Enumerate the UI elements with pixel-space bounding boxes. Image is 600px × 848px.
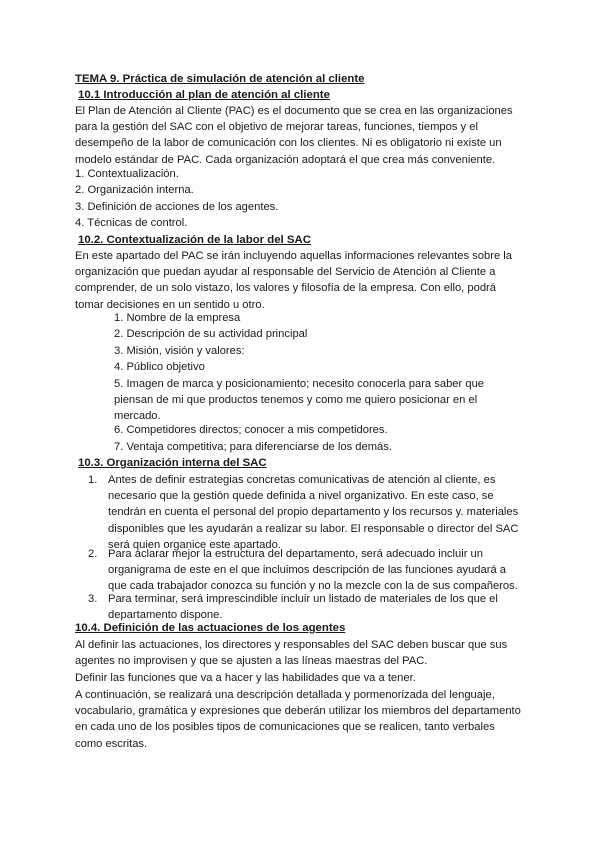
list-number: 2. — [88, 548, 98, 560]
section-10-1-paragraph: El Plan de Atención al Cliente (PAC) es el documento que se crea en las organizaciones para la gestión del SAC con el objetivo de mejorar tareas, funciones, tiempos y el desempeño de la labor de comunicación con los clientes. Ni es obligatorio ni existe un modelo estándar de PAC. Cada organización adoptará el que crea más conveniente. — [75, 105, 513, 166]
section-10-2-item: 7. Ventaja competitiva; para diferenciarse de los demás. — [114, 441, 392, 453]
section-10-1-item: 4. Técnicas de control. — [75, 217, 188, 229]
list-text: Para terminar, será imprescindible incluir un listado de materiales de los que el departamento dispone. — [108, 593, 498, 622]
document-title: TEMA 9. Práctica de simulación de atención al cliente — [75, 73, 365, 85]
section-10-1-item: 2. Organización interna. — [75, 184, 194, 196]
section-10-4-paragraph: Definir las funciones que va a hacer y las habilidades que va a tener. — [75, 672, 416, 684]
section-10-2-item: 2. Descripción de su actividad principal — [114, 328, 308, 340]
section-10-1-item: 3. Definición de acciones de los agentes. — [75, 201, 279, 213]
section-10-2-item: 3. Misión, visión y valores: — [114, 345, 245, 357]
section-heading-10-4: 10.4. Definición de las actuaciones de los agentes — [75, 622, 346, 634]
section-10-2-item: 4. Público objetivo — [114, 361, 205, 373]
section-heading-10-1: 10.1 Introducción al plan de atención al cliente — [78, 89, 330, 101]
section-10-4-paragraph: Al definir las actuaciones, los directores y responsables del SAC deben buscar que sus agentes no improvisen y que se ajusten a las líneas maestras del PAC. — [75, 639, 508, 668]
section-10-1-item: 1. Contextualización. — [75, 168, 179, 180]
section-10-2-item: 6. Competidores directos; conocer a mis competidores. — [114, 424, 388, 436]
section-10-2-item: 5. Imagen de marca y posicionamiento; necesito conocerla para saber que piensan de mi que productos tenemos y como me quiero posicionar en el mercado. — [114, 378, 485, 423]
section-10-2-paragraph: En este apartado del PAC se irán incluyendo aquellas informaciones relevantes sobre la organización que puedan ayudar al responsable del Servicio de Atención al Cliente a comprender, de un solo vistazo, los valores y filosofía de la empresa. Con ello, podrá tomar decisiones en un sentido u otro. — [75, 250, 512, 311]
list-number: 1. — [88, 474, 98, 486]
list-text: Para aclarar mejor la estructura del departamento, será adecuado incluir un organigrama de este en el que incluimos descripción de las funciones ayudará a que cada trabajador conozca su función y no la mezcle con la de sus compañeros. — [108, 548, 518, 593]
section-heading-10-3: 10.3. Organización interna del SAC — [78, 457, 267, 469]
section-heading-10-2: 10.2. Contextualización de la labor del SAC — [78, 234, 311, 246]
ordered-list-item — [80, 472, 520, 553]
list-text: Antes de definir estrategias concretas comunicativas de atención al cliente, es necesario que la gestión quede definida a nivel organizativo. En este caso, se tendrán en cuenta el personal del propio departamento y los recursos y. materiales disponibles que les ayudarán a realizar su labor. El responsable o director del SAC será quien organice este apartado. — [108, 474, 519, 551]
ordered-list-item — [80, 546, 520, 595]
section-10-2-item: 1. Nombre de la empresa — [114, 312, 241, 324]
section-10-4-paragraph: A continuación, se realizará una descripción detallada y pormenorizada del lenguaje, vocabulario, gramática y expresiones que deberán utilizar los miembros del departamento en cada uno de los posibles tipos de comunicaciones que se realicen, tanto verbales como escritas. — [75, 689, 521, 750]
ordered-list-item — [80, 591, 520, 623]
list-number: 3. — [88, 593, 98, 605]
